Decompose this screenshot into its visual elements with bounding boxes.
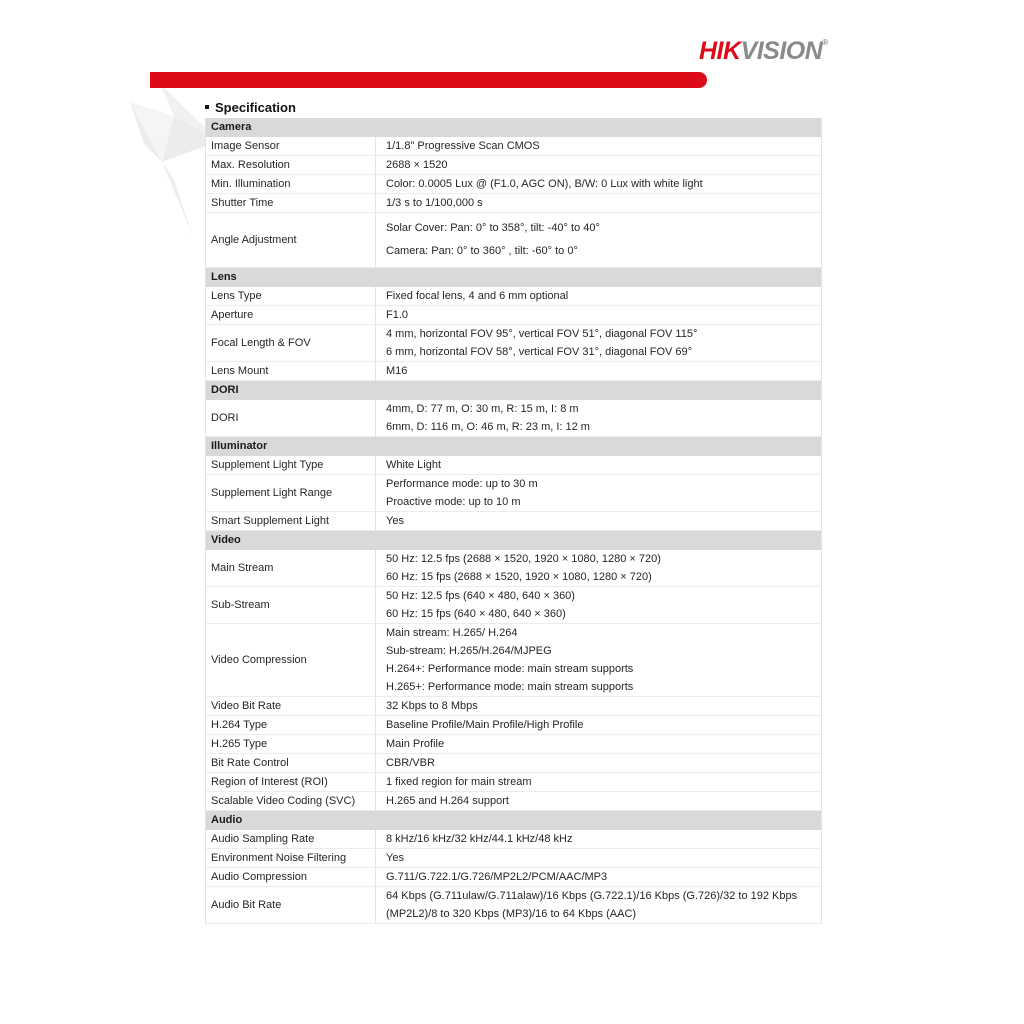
spec-label: Main Stream — [206, 550, 376, 586]
spec-value-line: G.711/G.722.1/G.726/MP2L2/PCM/AAC/MP3 — [386, 871, 608, 883]
spec-row-max-resolution — [206, 156, 821, 175]
spec-row-min-illumination — [206, 175, 821, 194]
spec-row-lens-type — [206, 287, 821, 306]
spec-value-line: 6 mm, horizontal FOV 58°, vertical FOV 31°, diagonal FOV 69° — [386, 346, 693, 358]
spec-row-supplement-light-range — [206, 475, 821, 512]
spec-value-line: 60 Hz: 15 fps (2688 × 1520, 1920 × 1080, 1280 × 720) — [386, 571, 652, 583]
registered-trademark-icon: ® — [822, 38, 829, 47]
logo-hik-text: HIK — [699, 37, 741, 65]
spec-value-line: Performance mode: up to 30 m — [386, 478, 538, 490]
spec-value — [376, 512, 821, 530]
spec-label: Audio Bit Rate — [206, 887, 376, 923]
spec-row-audio-bit-rate — [206, 887, 821, 924]
spec-label: Min. Illumination — [206, 175, 376, 193]
spec-label: Video Compression — [206, 624, 376, 696]
specification-heading — [205, 98, 296, 116]
spec-label: Audio Sampling Rate — [206, 830, 376, 848]
spec-value — [376, 587, 821, 623]
specification-heading-text: Specification — [215, 99, 296, 115]
spec-value-line: Main Profile — [386, 738, 445, 750]
spec-value — [376, 868, 821, 886]
brand-red-bar — [150, 72, 707, 88]
spec-value-line: 1 fixed region for main stream — [386, 776, 532, 788]
spec-value — [376, 716, 821, 734]
spec-value-line: Yes — [386, 515, 404, 527]
section-header-video: Video — [206, 531, 821, 550]
spec-value-line: Camera: Pan: 0° to 360° , tilt: -60° to 0° — [386, 245, 578, 257]
spec-value — [376, 697, 821, 715]
spec-value — [376, 754, 821, 772]
section-header-audio: Audio — [206, 811, 821, 830]
spec-value-line: 2688 × 1520 — [386, 159, 448, 171]
spec-value-line: Color: 0.0005 Lux @ (F1.0, AGC ON), B/W: 0 Lux with white light — [386, 178, 703, 190]
spec-label: Environment Noise Filtering — [206, 849, 376, 867]
spec-label: DORI — [206, 400, 376, 436]
spec-row-bit-rate-control — [206, 754, 821, 773]
spec-value-line: 1/3 s to 1/100,000 s — [386, 197, 483, 209]
spec-row-image-sensor — [206, 137, 821, 156]
spec-value-line: Proactive mode: up to 10 m — [386, 496, 521, 508]
spec-row-aperture — [206, 306, 821, 325]
spec-row-main-stream — [206, 550, 821, 587]
spec-value-line: Sub-stream: H.265/H.264/MJPEG — [386, 645, 552, 657]
spec-value — [376, 400, 821, 436]
logo-vision-text: VISION — [740, 37, 823, 65]
square-bullet-icon — [205, 105, 209, 109]
spec-label: Bit Rate Control — [206, 754, 376, 772]
spec-value — [376, 887, 821, 923]
spec-value-line: Solar Cover: Pan: 0° to 358°, tilt: -40° to 40° — [386, 222, 600, 234]
spec-value — [376, 456, 821, 474]
section-header-lens: Lens — [206, 268, 821, 287]
spec-value-line: Baseline Profile/Main Profile/High Profile — [386, 719, 584, 731]
spec-row-audio-compression — [206, 868, 821, 887]
spec-value-line: 50 Hz: 12.5 fps (2688 × 1520, 1920 × 1080, 1280 × 720) — [386, 553, 661, 565]
spec-label: Smart Supplement Light — [206, 512, 376, 530]
spec-row-environment-noise-filtering — [206, 849, 821, 868]
spec-row-h-265-type — [206, 735, 821, 754]
spec-row-shutter-time — [206, 194, 821, 213]
spec-row-h-264-type — [206, 716, 821, 735]
spec-value — [376, 830, 821, 848]
spec-label: Max. Resolution — [206, 156, 376, 174]
spec-value — [376, 194, 821, 212]
spec-label: Region of Interest (ROI) — [206, 773, 376, 791]
spec-label: Angle Adjustment — [206, 213, 376, 267]
section-header-illuminator: Illuminator — [206, 437, 821, 456]
spec-row-sub-stream — [206, 587, 821, 624]
spec-value-line: White Light — [386, 459, 442, 471]
spec-row-supplement-light-type — [206, 456, 821, 475]
hikvision-logo — [699, 30, 828, 64]
section-header-camera: Camera — [206, 118, 821, 137]
spec-value — [376, 792, 821, 810]
spec-row-scalable-video-coding-svc — [206, 792, 821, 811]
spec-row-focal-length-fov — [206, 325, 821, 362]
spec-value-line: 1/1.8" Progressive Scan CMOS — [386, 140, 540, 152]
spec-value-line: 60 Hz: 15 fps (640 × 480, 640 × 360) — [386, 608, 566, 620]
spec-label: Shutter Time — [206, 194, 376, 212]
specification-table — [205, 118, 822, 924]
spec-row-angle-adjustment — [206, 213, 821, 268]
spec-row-dori — [206, 400, 821, 437]
spec-value — [376, 137, 821, 155]
spec-value-line: 4mm, D: 77 m, O: 30 m, R: 15 m, I: 8 m — [386, 403, 579, 415]
spec-value-line: 50 Hz: 12.5 fps (640 × 480, 640 × 360) — [386, 590, 575, 602]
spec-label: H.265 Type — [206, 735, 376, 753]
spec-value-line: 32 Kbps to 8 Mbps — [386, 700, 478, 712]
spec-value-line: Main stream: H.265/ H.264 — [386, 627, 518, 639]
spec-row-smart-supplement-light — [206, 512, 821, 531]
spec-row-region-of-interest-roi — [206, 773, 821, 792]
spec-row-audio-sampling-rate — [206, 830, 821, 849]
spec-value-line: H.264+: Performance mode: main stream supports — [386, 663, 634, 675]
spec-label: Supplement Light Range — [206, 475, 376, 511]
spec-value — [376, 156, 821, 174]
spec-label: Aperture — [206, 306, 376, 324]
spec-label: Focal Length & FOV — [206, 325, 376, 361]
spec-value-line: 6mm, D: 116 m, O: 46 m, R: 23 m, I: 12 m — [386, 421, 590, 433]
spec-value-line: F1.0 — [386, 309, 409, 321]
spec-value — [376, 773, 821, 791]
spec-value — [376, 306, 821, 324]
spec-label: Lens Mount — [206, 362, 376, 380]
spec-value-line: Fixed focal lens, 4 and 6 mm optional — [386, 290, 569, 302]
spec-value — [376, 624, 821, 696]
spec-value — [376, 287, 821, 305]
spec-label: Video Bit Rate — [206, 697, 376, 715]
spec-value — [376, 362, 821, 380]
spec-label: Lens Type — [206, 287, 376, 305]
spec-value — [376, 325, 821, 361]
spec-value-line: Yes — [386, 852, 404, 864]
spec-value-line: CBR/VBR — [386, 757, 435, 769]
spec-row-lens-mount — [206, 362, 821, 381]
spec-label: Audio Compression — [206, 868, 376, 886]
spec-label: Supplement Light Type — [206, 456, 376, 474]
spec-value — [376, 175, 821, 193]
spec-value-line: H.265 and H.264 support — [386, 795, 509, 807]
spec-row-video-compression — [206, 624, 821, 697]
spec-value — [376, 213, 821, 267]
spec-value-line: 64 Kbps (G.711ulaw/G.711alaw)/16 Kbps (G.722.1)/16 Kbps (G.726)/32 to 192 Kbps (MP2L2)/8 to 320 Kbps (MP3)/16 to 64 Kbps (AAC) — [386, 890, 798, 920]
spec-row-video-bit-rate — [206, 697, 821, 716]
spec-label: Image Sensor — [206, 137, 376, 155]
spec-value — [376, 849, 821, 867]
spec-label: H.264 Type — [206, 716, 376, 734]
spec-value-line: 4 mm, horizontal FOV 95°, vertical FOV 51°, diagonal FOV 115° — [386, 328, 698, 340]
spec-value-line: M16 — [386, 365, 408, 377]
spec-value-line: 8 kHz/16 kHz/32 kHz/44.1 kHz/48 kHz — [386, 833, 573, 845]
spec-label: Scalable Video Coding (SVC) — [206, 792, 376, 810]
section-header-dori: DORI — [206, 381, 821, 400]
spec-value — [376, 735, 821, 753]
spec-value-line: H.265+: Performance mode: main stream supports — [386, 681, 634, 693]
spec-value — [376, 550, 821, 586]
spec-value — [376, 475, 821, 511]
spec-label: Sub-Stream — [206, 587, 376, 623]
